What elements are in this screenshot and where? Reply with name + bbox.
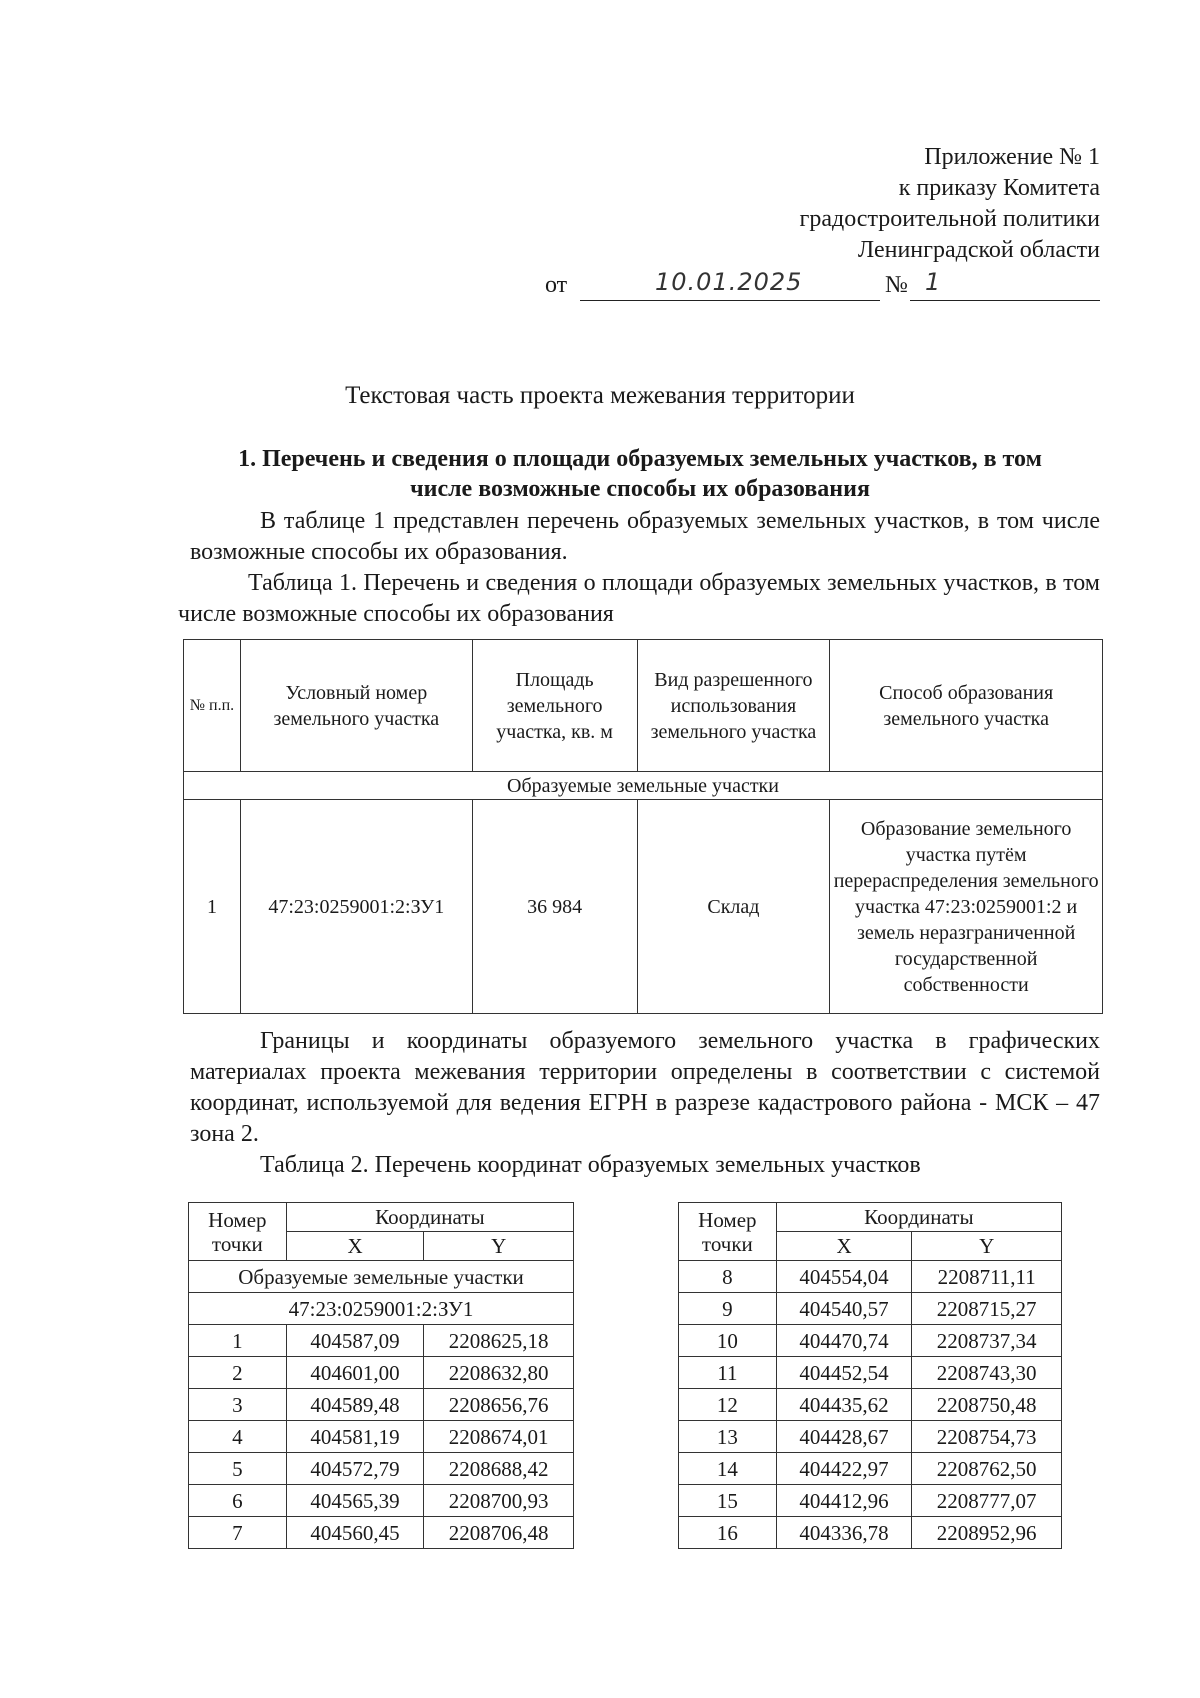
table1-header-row — [184, 640, 1103, 772]
table2-caption: Таблица 2. Перечень координат образуемых земельных участков — [260, 1152, 921, 1178]
order-date: 10.01.2025 — [655, 268, 803, 296]
coord-x: 404554,04 — [776, 1261, 912, 1293]
point-number: 1 — [189, 1325, 287, 1357]
coord-x: 404560,45 — [286, 1517, 424, 1549]
coord-y: 2208674,01 — [424, 1421, 574, 1453]
table1-cell-no: 1 — [184, 800, 241, 1014]
coord-y: 2208754,73 — [912, 1421, 1062, 1453]
intro-paragraph: В таблице 1 представлен перечень образуемых земельных участков, в том числе возможные способы их образования. — [190, 508, 1100, 565]
point-number: 9 — [679, 1293, 777, 1325]
coord-y: 2208706,48 — [424, 1517, 574, 1549]
table-row — [679, 1325, 1062, 1357]
coord-x: 404589,48 — [286, 1389, 424, 1421]
coords-paragraph: Границы и координаты образуемого земельного участка в графических материалах проекта межевания территории определены в соответствии с системой координат, используемой для ведения ЕГРН в разрезе кадастрового района - МСК – 47 зона 2. — [190, 1028, 1100, 1147]
table1-header-area: Площадь земельного участка, кв. м — [472, 640, 637, 772]
coord-y: 2208688,42 — [424, 1453, 574, 1485]
point-number: 6 — [189, 1485, 287, 1517]
appendix-line4: Ленинградской области — [857, 237, 1100, 263]
order-number: 1 — [925, 268, 942, 296]
coord-y: 2208777,07 — [912, 1485, 1062, 1517]
table-row — [189, 1517, 574, 1549]
appendix-line1: Приложение № 1 — [924, 144, 1100, 170]
point-number: 10 — [679, 1325, 777, 1357]
coord-x: 404336,78 — [776, 1517, 912, 1549]
table-row — [679, 1421, 1062, 1453]
table1-cell-area: 36 984 — [472, 800, 637, 1014]
point-number: 16 — [679, 1517, 777, 1549]
coord-x: 404587,09 — [286, 1325, 424, 1357]
point-number: 13 — [679, 1421, 777, 1453]
coord-x: 404540,57 — [776, 1293, 912, 1325]
table2-left-header-x: X — [286, 1232, 424, 1261]
coord-x: 404435,62 — [776, 1389, 912, 1421]
table1-group-row — [184, 772, 1103, 800]
coord-x: 404572,79 — [286, 1453, 424, 1485]
table2-right-header-point: Номер точки — [679, 1203, 777, 1261]
coord-x: 404470,74 — [776, 1325, 912, 1357]
table1-header-no: № п.п. — [184, 640, 241, 772]
table-row — [679, 1389, 1062, 1421]
table1-caption: Таблица 1. Перечень и сведения о площади образуемых земельных участков, в том числе возможные способы их образования — [178, 570, 1100, 627]
table-row — [189, 1357, 574, 1389]
table-row — [679, 1357, 1062, 1389]
point-number: 14 — [679, 1453, 777, 1485]
table-row — [679, 1261, 1062, 1293]
table2-right-header-row1 — [679, 1203, 1062, 1232]
table1 — [183, 639, 1103, 1014]
point-number: 3 — [189, 1389, 287, 1421]
table1-cell-id: 47:23:0259001:2:ЗУ1 — [240, 800, 472, 1014]
point-number: 5 — [189, 1453, 287, 1485]
coord-x: 404565,39 — [286, 1485, 424, 1517]
document-title: Текстовая часть проекта межевания территории — [345, 382, 855, 409]
table2-parcel-id: 47:23:0259001:2:ЗУ1 — [189, 1293, 574, 1325]
number-label: № — [885, 272, 908, 298]
section-heading — [180, 444, 1100, 504]
table-row — [679, 1485, 1062, 1517]
table-row — [189, 1421, 574, 1453]
table2-left-header-y: Y — [424, 1232, 574, 1261]
point-number: 8 — [679, 1261, 777, 1293]
coord-x: 404428,67 — [776, 1421, 912, 1453]
coord-y: 2208952,96 — [912, 1517, 1062, 1549]
table1-header-id: Условный номер земельного участка — [240, 640, 472, 772]
appendix-header — [799, 142, 1100, 266]
point-number: 15 — [679, 1485, 777, 1517]
table2-parcel-row — [189, 1293, 574, 1325]
coord-y: 2208743,30 — [912, 1357, 1062, 1389]
appendix-line2: к приказу Комитета — [898, 175, 1100, 201]
table2-left-header-row1 — [189, 1203, 574, 1232]
point-number: 12 — [679, 1389, 777, 1421]
table2-right — [678, 1202, 1062, 1549]
table1-header-use: Вид разрешенного использования земельного участка — [637, 640, 830, 772]
table-row — [189, 1325, 574, 1357]
table-row — [189, 1389, 574, 1421]
table-row — [189, 1453, 574, 1485]
table-row — [184, 800, 1103, 1014]
point-number: 4 — [189, 1421, 287, 1453]
table2-left-header-coords: Координаты — [286, 1203, 573, 1232]
coord-x: 404412,96 — [776, 1485, 912, 1517]
section-heading-line2: числе возможные способы их образования — [410, 476, 870, 502]
table2-group-row — [189, 1261, 574, 1293]
point-number: 2 — [189, 1357, 287, 1389]
coord-y: 2208656,76 — [424, 1389, 574, 1421]
coord-x: 404422,97 — [776, 1453, 912, 1485]
coord-y: 2208737,34 — [912, 1325, 1062, 1357]
table1-header-method: Способ образования земельного участка — [830, 640, 1103, 772]
section-heading-line1: 1. Перечень и сведения о площади образуемых земельных участков, в том — [238, 446, 1042, 472]
coord-y: 2208762,50 — [912, 1453, 1062, 1485]
appendix-line3: градостроительной политики — [799, 206, 1100, 232]
table2-right-header-coords: Координаты — [776, 1203, 1061, 1232]
table2-right-header-x: X — [776, 1232, 912, 1261]
table-row — [679, 1453, 1062, 1485]
coord-y: 2208750,48 — [912, 1389, 1062, 1421]
table2-group-label: Образуемые земельные участки — [189, 1261, 574, 1293]
coord-y: 2208700,93 — [424, 1485, 574, 1517]
table1-cell-method: Образование земельного участка путём перераспределения земельного участка 47:23:0259001:2 и земель неразграниченной государственной собственности — [830, 800, 1103, 1014]
coord-y: 2208625,18 — [424, 1325, 574, 1357]
number-underline — [910, 300, 1100, 301]
point-number: 11 — [679, 1357, 777, 1389]
table-row — [679, 1293, 1062, 1325]
coord-x: 404601,00 — [286, 1357, 424, 1389]
table-row — [679, 1517, 1062, 1549]
coord-y: 2208632,80 — [424, 1357, 574, 1389]
table1-group-label: Образуемые земельные участки — [184, 772, 1103, 800]
table2-right-header-y: Y — [912, 1232, 1062, 1261]
table2-left-header-point: Номер точки — [189, 1203, 287, 1261]
coord-x: 404452,54 — [776, 1357, 912, 1389]
coord-y: 2208715,27 — [912, 1293, 1062, 1325]
coord-x: 404581,19 — [286, 1421, 424, 1453]
table1-cell-use: Склад — [637, 800, 830, 1014]
date-underline — [580, 300, 880, 301]
point-number: 7 — [189, 1517, 287, 1549]
table-row — [189, 1485, 574, 1517]
coord-y: 2208711,11 — [912, 1261, 1062, 1293]
table2-left — [188, 1202, 574, 1549]
from-label: от — [545, 272, 568, 298]
order-date-line — [545, 268, 1100, 302]
